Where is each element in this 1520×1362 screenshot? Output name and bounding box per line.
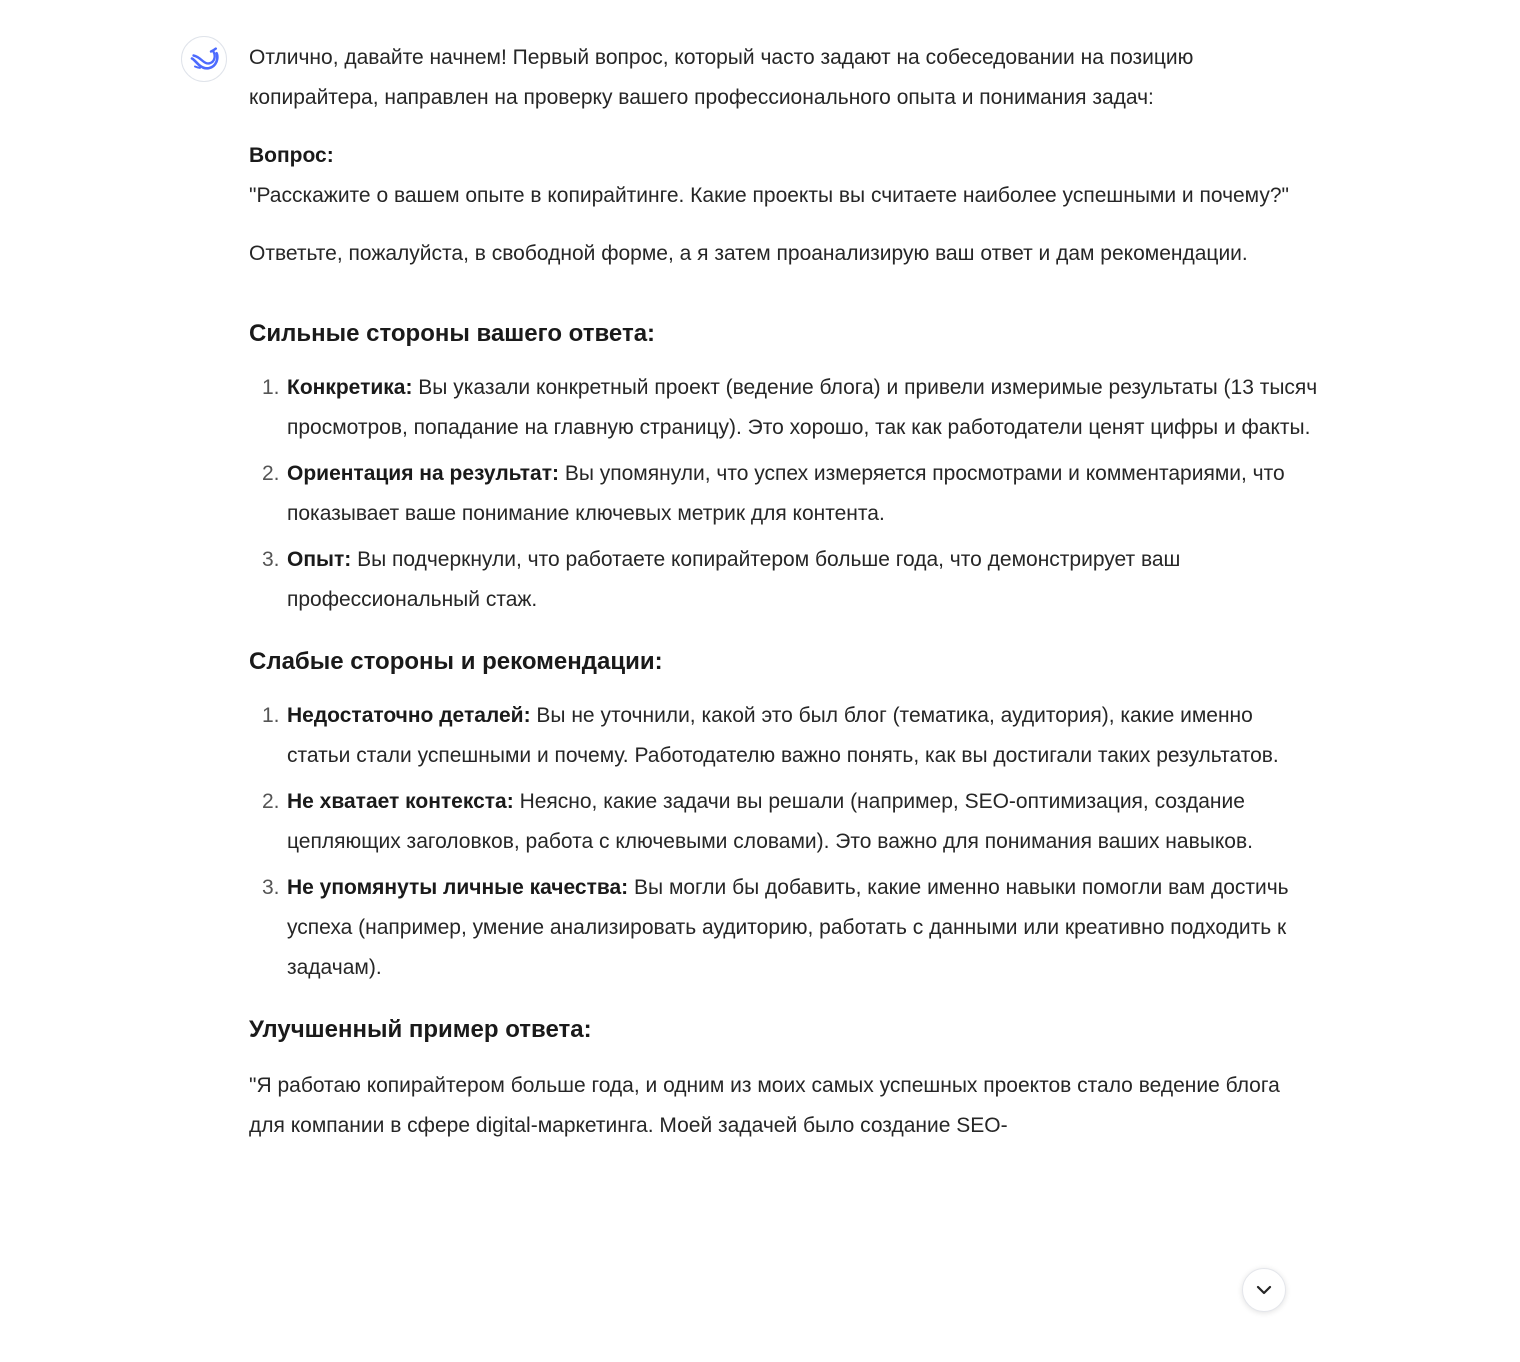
list-item-term: Конкретика:: [287, 376, 413, 399]
strengths-list: [249, 368, 1319, 620]
list-item-term: Не упомянуты личные качества:: [287, 876, 629, 899]
improved-heading: Улучшенный пример ответа:: [249, 1016, 592, 1043]
question-label: Вопрос:: [249, 144, 334, 167]
list-item-text: Вы упомянули, что успех измеряется просмотрами и комментариями, что показывает ваше понимание ключевых метрик для контента.: [287, 462, 1285, 525]
assistant-message: [249, 38, 1319, 1146]
list-number: 1.: [262, 376, 280, 399]
list-item-text: Вы не уточнили, какой это был блог (тематика, аудитория), какие именно статьи стали успешными и почему. Работодателю важно понять, как вы достигали таких результатов.: [287, 704, 1279, 767]
assistant-avatar: [181, 36, 227, 82]
list-item: [249, 540, 1319, 620]
outro-paragraph: Ответьте, пожалуйста, в свободной форме, а я затем проанализирую ваш ответ и дам рекомендации.: [249, 242, 1248, 265]
list-item: [249, 454, 1319, 534]
scroll-to-bottom-button[interactable]: [1242, 1268, 1286, 1312]
list-item: [249, 782, 1319, 862]
list-item: [249, 696, 1319, 776]
intro-paragraph: Отлично, давайте начнем! Первый вопрос, который часто задают на собеседовании на позицию копирайтера, направлен на проверку вашего профессионального опыта и понимания задач:: [249, 46, 1194, 109]
list-item: [249, 868, 1319, 988]
list-item-term: Не хватает контекста:: [287, 790, 514, 813]
chevron-down-icon: [1254, 1280, 1274, 1300]
list-item-term: Недостаточно деталей:: [287, 704, 531, 727]
weaknesses-heading: Слабые стороны и рекомендации:: [249, 648, 663, 675]
improved-example-text: "Я работаю копирайтером больше года, и одним из моих самых успешных проектов стало ведение блога для компании в сфере digital-маркетинга. Моей задачей было создание SEO-: [249, 1074, 1280, 1137]
list-number: 3.: [262, 548, 280, 571]
list-item-term: Опыт:: [287, 548, 352, 571]
weaknesses-list: [249, 696, 1319, 988]
list-item-text: Вы могли бы добавить, какие именно навыки помогли вам достичь успеха (например, умение анализировать аудиторию, работать с данными или креативно подходить к задачам).: [287, 876, 1289, 979]
strengths-heading: Сильные стороны вашего ответа:: [249, 320, 656, 347]
list-item-text: Вы указали конкретный проект (ведение блога) и привели измеримые результаты (13 тысяч просмотров, попадание на главную страницу). Это хорошо, так как работодатели ценят цифры и факты.: [287, 376, 1318, 439]
list-item: [249, 368, 1319, 448]
list-item-text: Неясно, какие задачи вы решали (например, SEO-оптимизация, создание цепляющих заголовков, работа с ключевыми словами). Это важно для понимания ваших навыков.: [287, 790, 1253, 853]
list-number: 2.: [262, 790, 280, 813]
list-item-text: Вы подчеркнули, что работаете копирайтером больше года, что демонстрирует ваш профессиональный стаж.: [287, 548, 1181, 611]
whale-logo-icon: [189, 47, 219, 71]
list-number: 2.: [262, 462, 280, 485]
question-text: "Расскажите о вашем опыте в копирайтинге. Какие проекты вы считаете наиболее успешными и почему?": [249, 184, 1289, 207]
list-number: 3.: [262, 876, 280, 899]
list-item-term: Ориентация на результат:: [287, 462, 559, 485]
list-number: 1.: [262, 704, 280, 727]
